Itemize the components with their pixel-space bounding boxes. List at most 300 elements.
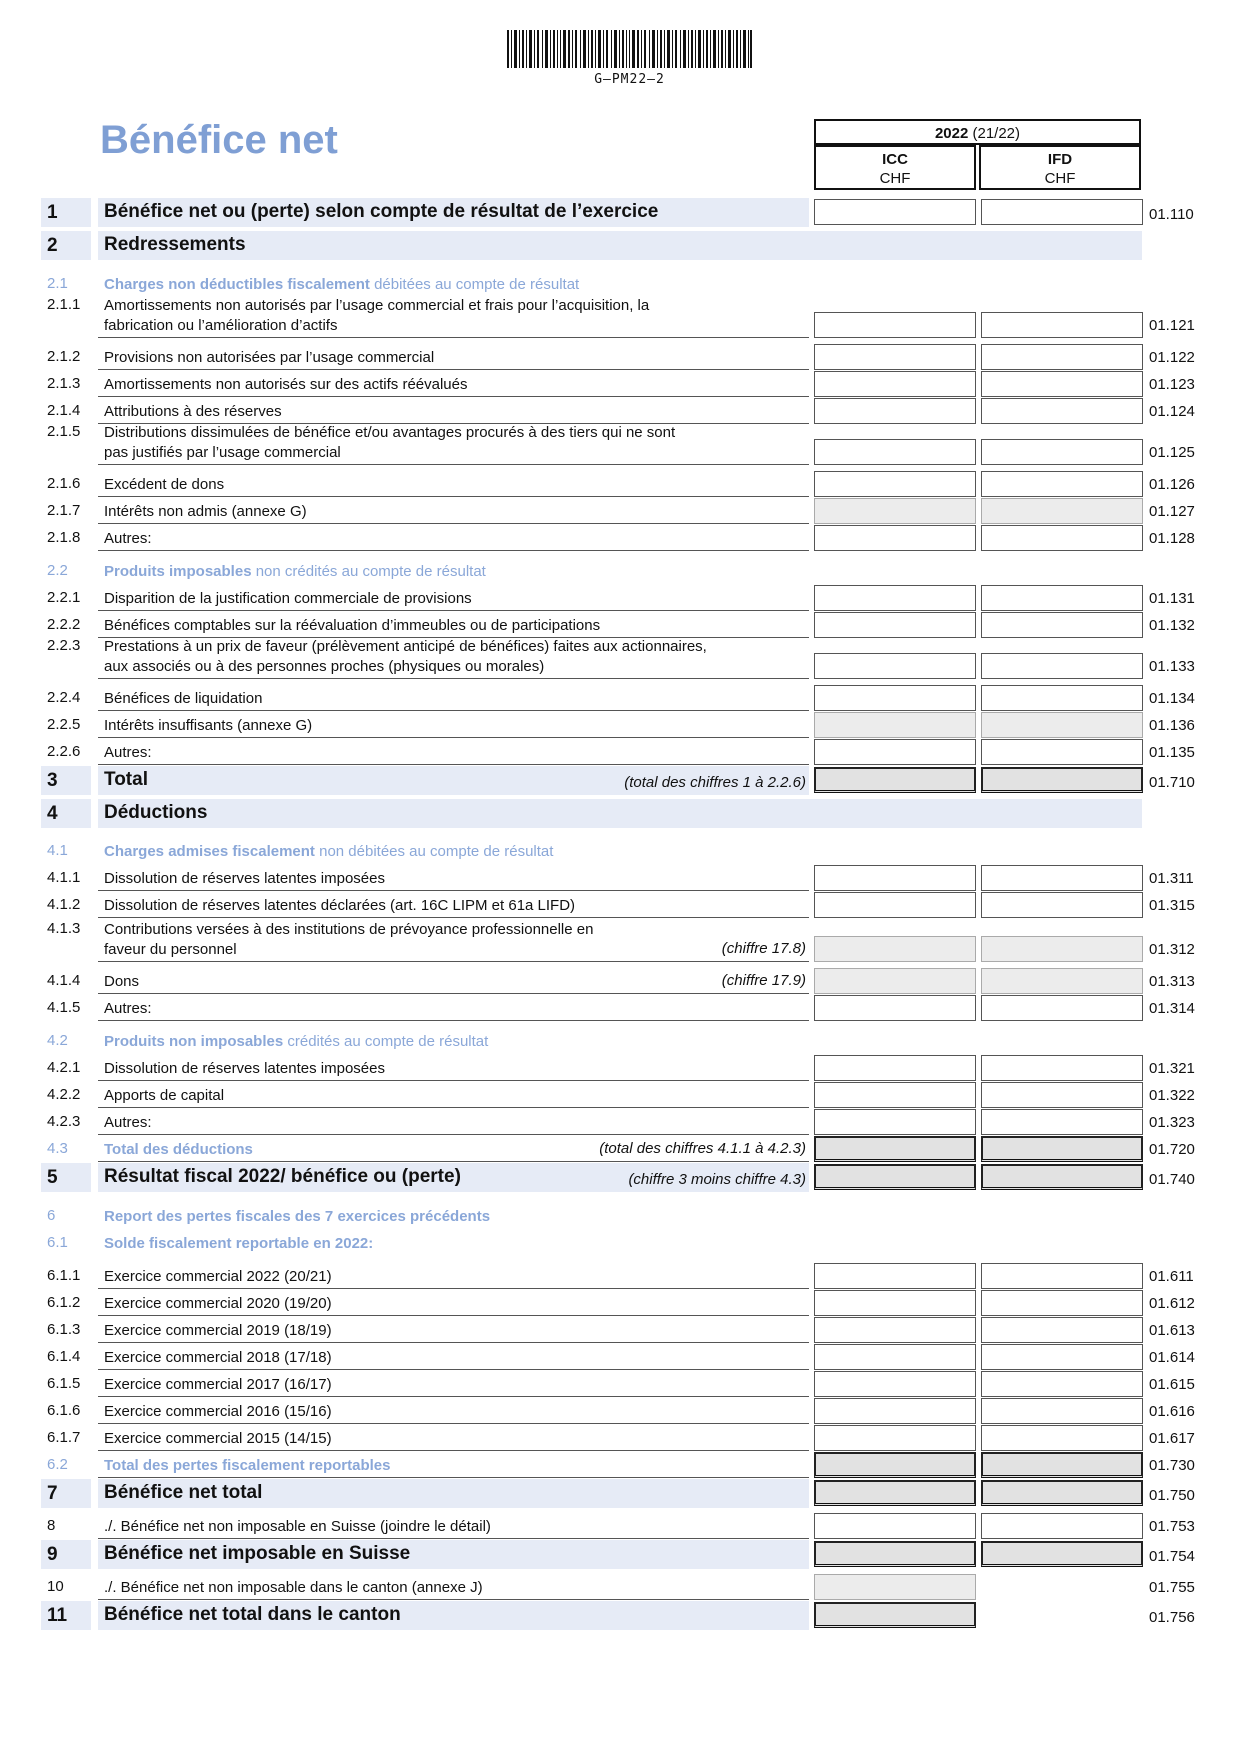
input-icc-4-1-1[interactable] <box>814 865 976 891</box>
input-icc-11[interactable] <box>814 1602 976 1628</box>
row-number: 2.1.4 <box>47 402 81 419</box>
row-code: 01.612 <box>1149 1295 1195 1312</box>
label-line: Bénéfice net total dans le canton <box>104 1604 401 1625</box>
row-number: 6.2 <box>47 1456 68 1473</box>
label-line: Dissolution de réserves latentes imposées <box>104 870 385 887</box>
input-icc-2-2-2[interactable] <box>814 612 976 638</box>
row-code: 01.615 <box>1149 1376 1195 1393</box>
input-icc-1[interactable] <box>814 199 976 225</box>
input-ifd-4-1-5[interactable] <box>981 995 1143 1021</box>
input-ifd-2-1-8[interactable] <box>981 525 1143 551</box>
row-number: 1 <box>47 202 58 223</box>
row-underline <box>98 1342 809 1343</box>
row-underline <box>98 523 809 524</box>
input-ifd-4-2-1[interactable] <box>981 1055 1143 1081</box>
label-line: fabrication ou l’amélioration d’actifs <box>104 317 338 334</box>
row-label <box>104 920 593 960</box>
input-ifd-9[interactable] <box>981 1541 1143 1567</box>
input-icc-6-1-2[interactable] <box>814 1290 976 1316</box>
row-label <box>104 869 385 889</box>
row-label <box>104 743 152 763</box>
row-label <box>104 1429 332 1449</box>
row-number: 5 <box>47 1167 58 1188</box>
input-ifd-4-2-3[interactable] <box>981 1109 1143 1135</box>
input-icc-4-3[interactable] <box>814 1136 976 1162</box>
row-code: 01.754 <box>1149 1548 1195 1565</box>
input-icc-2-2-3[interactable] <box>814 653 976 679</box>
input-ifd-2-2-6[interactable] <box>981 739 1143 765</box>
row-number: 2.2.5 <box>47 716 81 733</box>
row-label <box>104 202 658 222</box>
input-ifd-2-2-4[interactable] <box>981 685 1143 711</box>
label-bold: Solde fiscalement reportable en 2022: <box>104 1235 374 1252</box>
row-label <box>104 1456 391 1476</box>
year-header <box>814 119 1141 145</box>
col1-name: ICC <box>882 151 908 168</box>
row-code: 01.133 <box>1149 658 1195 675</box>
row-number: 2.1 <box>47 275 68 292</box>
label-line: Intérêts insuffisants (annexe G) <box>104 717 313 734</box>
row-label <box>104 1267 332 1287</box>
input-ifd-2-1-3[interactable] <box>981 371 1143 397</box>
row-underline <box>98 610 809 611</box>
row-number: 6.1.4 <box>47 1348 81 1365</box>
row-code: 01.710 <box>1149 774 1195 791</box>
label-line: Dons <box>104 973 140 990</box>
input-icc-2-2-4[interactable] <box>814 685 976 711</box>
row-label <box>104 637 707 677</box>
row-label <box>104 1578 483 1598</box>
column-header-ifd <box>979 145 1141 190</box>
label-line: Autres: <box>104 1114 152 1131</box>
row-label <box>104 296 649 336</box>
row-number: 2.2.1 <box>47 589 81 606</box>
row-number: 4.1 <box>47 842 68 859</box>
row-number: 6.1.5 <box>47 1375 81 1392</box>
col1-unit: CHF <box>879 170 911 187</box>
col2-unit: CHF <box>1044 170 1076 187</box>
input-ifd-6-1-3[interactable] <box>981 1317 1143 1343</box>
row-code: 01.132 <box>1149 617 1195 634</box>
input-ifd-2-1-2[interactable] <box>981 344 1143 370</box>
label-line: Exercice commercial 2022 (20/21) <box>104 1268 332 1285</box>
row-label <box>104 1402 332 1422</box>
row-label <box>104 1294 332 1314</box>
row-label <box>104 1483 262 1503</box>
row-underline <box>98 1423 809 1424</box>
row-underline <box>98 337 809 338</box>
row-underline <box>98 1599 809 1600</box>
row-number: 2.2.6 <box>47 743 81 760</box>
row-code: 01.135 <box>1149 744 1195 761</box>
input-icc-6-1-5[interactable] <box>814 1371 976 1397</box>
input-icc-4-2-1[interactable] <box>814 1055 976 1081</box>
row-number: 2.2.4 <box>47 689 81 706</box>
input-icc-4-1-3[interactable] <box>814 936 976 962</box>
row-number: 4.1.3 <box>47 920 81 937</box>
row-underline <box>98 1107 809 1108</box>
row-label <box>104 375 468 395</box>
row-number: 2.1.7 <box>47 502 81 519</box>
label-line: Autres: <box>104 744 152 761</box>
label-line: Intérêts non admis (annexe G) <box>104 503 307 520</box>
col2-name: IFD <box>1047 151 1073 168</box>
row-number: 6.1.2 <box>47 1294 81 1311</box>
row-underline <box>98 737 809 738</box>
input-ifd-2-1-1[interactable] <box>981 312 1143 338</box>
label-line: Amortissements non autorisés sur des actifs réévalués <box>104 376 468 393</box>
label-line: Autres: <box>104 1000 152 1017</box>
row-number: 4.2.3 <box>47 1113 81 1130</box>
row-code: 01.720 <box>1149 1141 1195 1158</box>
input-icc-6-1-3[interactable] <box>814 1317 976 1343</box>
label-line: Bénéfice net ou (perte) selon compte de résultat de l’exercice <box>104 201 659 222</box>
input-ifd-2-2-2[interactable] <box>981 612 1143 638</box>
row-code: 01.131 <box>1149 590 1195 607</box>
input-icc-4-2-2[interactable] <box>814 1082 976 1108</box>
label-bold: Charges non déductibles fiscalement <box>104 276 370 293</box>
input-icc-2-2-1[interactable] <box>814 585 976 611</box>
row-underline <box>98 396 809 397</box>
row-label <box>104 616 600 636</box>
input-ifd-5[interactable] <box>981 1164 1143 1190</box>
input-icc-2-1-7[interactable] <box>814 498 976 524</box>
row-underline <box>98 1315 809 1316</box>
input-ifd-6-1-5[interactable] <box>981 1371 1143 1397</box>
label-line: Dissolution de réserves latentes imposées <box>104 1060 385 1077</box>
row-number: 2.1.1 <box>47 296 81 313</box>
input-ifd-2-2-5[interactable] <box>981 712 1143 738</box>
row-number: 2.1.5 <box>47 423 81 440</box>
input-ifd-6-1-2[interactable] <box>981 1290 1143 1316</box>
row-underline <box>98 464 809 465</box>
label-line: Exercice commercial 2020 (19/20) <box>104 1295 332 1312</box>
row-reference: (chiffre 17.8) <box>721 940 806 957</box>
label-line: ./. Bénéfice net non imposable en Suisse (joindre le détail) <box>104 1518 491 1535</box>
input-ifd-6-1-1[interactable] <box>981 1263 1143 1289</box>
row-label <box>104 348 434 368</box>
label-bold: Total des déductions <box>104 1141 253 1158</box>
input-ifd-4-1-1[interactable] <box>981 865 1143 891</box>
row-number: 2.2.3 <box>47 637 81 654</box>
label-line: Redressements <box>104 234 246 255</box>
label-bold: Total des pertes fiscalement reportables <box>104 1457 391 1474</box>
row-code: 01.756 <box>1149 1609 1195 1626</box>
row-code: 01.750 <box>1149 1487 1195 1504</box>
row-underline <box>98 369 809 370</box>
row-code: 01.315 <box>1149 897 1195 914</box>
input-icc-2-1-1[interactable] <box>814 312 976 338</box>
year-period: (21/22) <box>968 125 1021 142</box>
row-label <box>104 842 553 862</box>
row-label <box>104 562 486 582</box>
input-ifd-4-3[interactable] <box>981 1136 1143 1162</box>
label-rest: débitées au compte de résultat <box>369 276 580 293</box>
row-underline <box>98 1450 809 1451</box>
input-ifd-1[interactable] <box>981 199 1143 225</box>
row-reference: (chiffre 17.9) <box>721 972 806 989</box>
row-number: 2.2.2 <box>47 616 81 633</box>
label-line: Prestations à un prix de faveur (prélèvement anticipé de bénéfices) faites aux actionnaires, <box>104 638 707 655</box>
row-code: 01.136 <box>1149 717 1195 734</box>
row-label <box>104 1321 332 1341</box>
input-icc-6-2[interactable] <box>814 1452 976 1478</box>
label-line: Amortissements non autorisés par l’usage commercial et frais pour l’acquisition, la <box>104 297 650 314</box>
row-label <box>104 1167 461 1187</box>
row-underline <box>98 993 809 994</box>
row-label <box>104 1032 488 1052</box>
input-icc-6-1-7[interactable] <box>814 1425 976 1451</box>
label-bold: Produits imposables <box>104 563 252 580</box>
row-number: 4.2 <box>47 1032 68 1049</box>
input-ifd-8[interactable] <box>981 1513 1143 1539</box>
row-label <box>104 1375 332 1395</box>
input-icc-4-1-4[interactable] <box>814 968 976 994</box>
row-label <box>104 689 262 709</box>
label-bold: Charges admises fiscalement <box>104 843 315 860</box>
row-label <box>104 402 282 422</box>
label-line: Exercice commercial 2017 (16/17) <box>104 1376 332 1393</box>
row-code: 01.123 <box>1149 376 1195 393</box>
label-bold: Report des pertes fiscales des 7 exercices précédents <box>104 1208 491 1225</box>
input-icc-2-2-6[interactable] <box>814 739 976 765</box>
label-line: Dissolution de réserves latentes déclarées (art. 16C LIPM et 61a LIFD) <box>104 897 576 914</box>
row-number: 4.2.2 <box>47 1086 81 1103</box>
label-line: ./. Bénéfice net non imposable dans le canton (annexe J) <box>104 1579 483 1596</box>
row-label <box>104 475 224 495</box>
input-ifd-2-1-5[interactable] <box>981 439 1143 465</box>
input-icc-10[interactable] <box>814 1574 976 1600</box>
form-code: G–PM22–2 <box>594 72 665 87</box>
label-line: Total <box>104 769 148 790</box>
input-ifd-2-1-4[interactable] <box>981 398 1143 424</box>
row-label <box>104 896 575 916</box>
row-underline <box>98 1477 809 1478</box>
row-underline <box>98 764 809 765</box>
row-label <box>104 1086 224 1106</box>
row-code: 01.124 <box>1149 403 1195 420</box>
year-bold: 2022 <box>934 125 969 142</box>
row-code: 01.312 <box>1149 941 1195 958</box>
row-number: 2.1.3 <box>47 375 81 392</box>
row-number: 6 <box>47 1207 56 1224</box>
row-code: 01.121 <box>1149 317 1195 334</box>
row-reference: (total des chiffres 4.1.1 à 4.2.3) <box>599 1140 806 1157</box>
row-code: 01.322 <box>1149 1087 1195 1104</box>
row-number: 6.1.7 <box>47 1429 81 1446</box>
row-underline <box>98 1161 809 1162</box>
label-line: Excédent de dons <box>104 476 225 493</box>
input-ifd-2-2-3[interactable] <box>981 653 1143 679</box>
label-rest: non débitées au compte de résultat <box>314 843 554 860</box>
row-underline <box>98 890 809 891</box>
label-line: aux associés ou à des personnes proches (physiques ou morales) <box>104 658 545 675</box>
row-label <box>104 999 152 1019</box>
label-line: Exercice commercial 2016 (15/16) <box>104 1403 332 1420</box>
row-number: 9 <box>47 1544 58 1565</box>
row-number: 2.1.6 <box>47 475 81 492</box>
row-label <box>104 235 246 255</box>
label-line: Disparition de la justification commerciale de provisions <box>104 590 472 607</box>
label-line: Bénéfice net imposable en Suisse <box>104 1543 411 1564</box>
label-line: pas justifiés par l’usage commercial <box>104 444 341 461</box>
row-code: 01.126 <box>1149 476 1195 493</box>
input-icc-2-2-5[interactable] <box>814 712 976 738</box>
row-code: 01.128 <box>1149 530 1195 547</box>
input-ifd-4-2-2[interactable] <box>981 1082 1143 1108</box>
row-code: 01.617 <box>1149 1430 1195 1447</box>
row-code: 01.323 <box>1149 1114 1195 1131</box>
input-icc-2-1-8[interactable] <box>814 525 976 551</box>
label-line: Exercice commercial 2018 (17/18) <box>104 1349 332 1366</box>
row-label <box>104 502 307 522</box>
row-number: 7 <box>47 1483 58 1504</box>
label-line: Distributions dissimulées de bénéfice et/ou avantages procurés à des tiers qui ne sont <box>104 424 676 441</box>
row-reference: (chiffre 3 moins chiffre 4.3) <box>628 1171 806 1188</box>
input-ifd-4-1-3[interactable] <box>981 936 1143 962</box>
row-label <box>104 1517 491 1537</box>
row-underline <box>98 1134 809 1135</box>
input-icc-8[interactable] <box>814 1513 976 1539</box>
input-ifd-2-1-6[interactable] <box>981 471 1143 497</box>
row-code: 01.730 <box>1149 1457 1195 1474</box>
row-label <box>104 423 675 463</box>
row-number: 3 <box>47 770 58 791</box>
input-icc-6-1-6[interactable] <box>814 1398 976 1424</box>
row-underline <box>98 961 809 962</box>
row-label <box>104 972 139 992</box>
input-icc-6-1-1[interactable] <box>814 1263 976 1289</box>
label-line: Exercice commercial 2019 (18/19) <box>104 1322 332 1339</box>
row-label <box>104 1059 385 1079</box>
label-line: Déductions <box>104 802 208 823</box>
input-icc-4-1-2[interactable] <box>814 892 976 918</box>
row-number: 4.1.5 <box>47 999 81 1016</box>
input-ifd-4-1-2[interactable] <box>981 892 1143 918</box>
label-line: Bénéfices comptables sur la réévaluation d’immeubles ou de participations <box>104 617 601 634</box>
row-number: 4.1.1 <box>47 869 81 886</box>
row-underline <box>98 550 809 551</box>
row-number: 2.2 <box>47 562 68 579</box>
input-icc-2-1-2[interactable] <box>814 344 976 370</box>
row-underline <box>98 1369 809 1370</box>
input-ifd-6-1-7[interactable] <box>981 1425 1143 1451</box>
row-code: 01.110 <box>1149 206 1194 223</box>
row-label <box>104 716 312 736</box>
row-label <box>104 589 472 609</box>
row-number: 8 <box>47 1517 56 1534</box>
row-code: 01.314 <box>1149 1000 1195 1017</box>
row-code: 01.755 <box>1149 1579 1195 1596</box>
input-ifd-3[interactable] <box>981 767 1143 793</box>
label-line: Bénéfices de liquidation <box>104 690 263 707</box>
row-underline <box>98 1288 809 1289</box>
row-label <box>104 1113 152 1133</box>
row-label <box>104 1207 490 1227</box>
row-band <box>98 231 1142 260</box>
row-underline <box>98 710 809 711</box>
label-line: Apports de capital <box>104 1087 225 1104</box>
row-band <box>98 799 1142 828</box>
row-label <box>104 1544 410 1564</box>
row-label <box>104 1140 253 1160</box>
row-code: 01.614 <box>1149 1349 1195 1366</box>
label-bold: Produits non imposables <box>104 1033 284 1050</box>
label-line: Provisions non autorisées par l’usage commercial <box>104 349 435 366</box>
row-code: 01.753 <box>1149 1518 1195 1535</box>
row-number: 10 <box>47 1578 64 1595</box>
input-icc-6-1-4[interactable] <box>814 1344 976 1370</box>
row-number: 2.1.2 <box>47 348 81 365</box>
row-label <box>104 529 152 549</box>
input-icc-2-1-6[interactable] <box>814 471 976 497</box>
row-code: 01.134 <box>1149 690 1195 707</box>
input-icc-7[interactable] <box>814 1480 976 1506</box>
input-icc-4-2-3[interactable] <box>814 1109 976 1135</box>
input-ifd-7[interactable] <box>981 1480 1143 1506</box>
input-icc-4-1-5[interactable] <box>814 995 976 1021</box>
input-ifd-6-1-4[interactable] <box>981 1344 1143 1370</box>
row-number: 6.1.1 <box>47 1267 81 1284</box>
row-underline <box>98 496 809 497</box>
label-line: Autres: <box>104 530 152 547</box>
input-icc-3[interactable] <box>814 767 976 793</box>
row-number: 11 <box>47 1605 68 1626</box>
input-ifd-2-2-1[interactable] <box>981 585 1143 611</box>
row-number: 4.3 <box>47 1140 68 1157</box>
label-rest: non crédités au compte de résultat <box>251 563 486 580</box>
row-code: 01.321 <box>1149 1060 1195 1077</box>
row-underline <box>98 1080 809 1081</box>
input-icc-2-1-4[interactable] <box>814 398 976 424</box>
row-code: 01.616 <box>1149 1403 1195 1420</box>
column-header-icc <box>814 145 976 190</box>
label-line: Exercice commercial 2015 (14/15) <box>104 1430 332 1447</box>
row-code: 01.611 <box>1149 1268 1194 1285</box>
label-line: Contributions versées à des institutions de prévoyance professionnelle en <box>104 921 594 938</box>
barcode <box>507 30 752 68</box>
row-label <box>104 770 148 790</box>
input-ifd-2-1-7[interactable] <box>981 498 1143 524</box>
row-number: 4.2.1 <box>47 1059 81 1076</box>
row-code: 01.613 <box>1149 1322 1195 1339</box>
input-icc-2-1-3[interactable] <box>814 371 976 397</box>
row-code: 01.740 <box>1149 1171 1195 1188</box>
row-number: 2.1.8 <box>47 529 81 546</box>
input-ifd-6-1-6[interactable] <box>981 1398 1143 1424</box>
input-icc-9[interactable] <box>814 1541 976 1567</box>
row-code: 01.311 <box>1149 870 1194 887</box>
label-rest: crédités au compte de résultat <box>283 1033 489 1050</box>
row-number: 6.1.6 <box>47 1402 81 1419</box>
row-label <box>104 1234 373 1254</box>
page-title: Bénéfice net <box>100 118 338 162</box>
label-line: Résultat fiscal 2022/ bénéfice ou (perte) <box>104 1166 461 1187</box>
row-label <box>104 803 207 823</box>
row-underline <box>98 678 809 679</box>
row-label <box>104 1348 332 1368</box>
input-icc-5[interactable] <box>814 1164 976 1190</box>
row-underline <box>98 917 809 918</box>
row-number: 4.1.4 <box>47 972 81 989</box>
row-underline <box>98 1538 809 1539</box>
input-ifd-4-1-4[interactable] <box>981 968 1143 994</box>
row-code: 01.122 <box>1149 349 1195 366</box>
input-icc-2-1-5[interactable] <box>814 439 976 465</box>
row-number: 6.1 <box>47 1234 68 1251</box>
input-ifd-6-2[interactable] <box>981 1452 1143 1478</box>
row-number: 2 <box>47 235 58 256</box>
